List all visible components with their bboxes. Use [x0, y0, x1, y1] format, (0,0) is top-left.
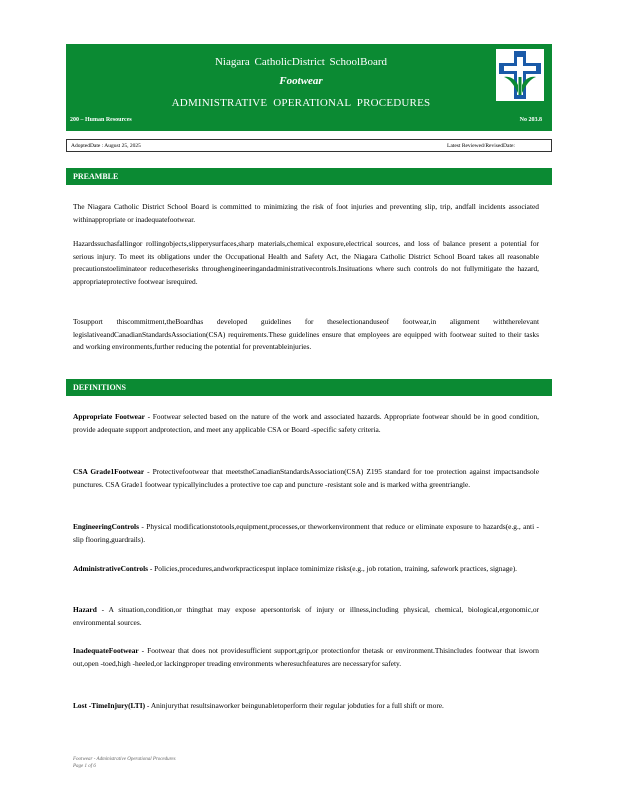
definition-appropriate-footwear: [73, 411, 539, 436]
definition-engineering-controls: [73, 521, 539, 546]
preamble-heading: PREAMBLE: [66, 168, 552, 185]
definition-term: CSA Grade1Footwear: [73, 467, 145, 476]
definition-text: - Footwear that does not providesufficient support,grip,or protectionfor thetask or environment.Thisincludes footwear that isworn out,open -toed,high -heeled,or lackingproper treading environments wheresuchfeatures are necessaryfor safety.: [73, 646, 539, 668]
definition-hazard: [73, 604, 539, 629]
definition-inadequate-footwear: [73, 645, 539, 670]
board-logo: [496, 49, 544, 101]
definition-text: - Protectivefootwear that meetstheCanadianStandardsAssociation(CSA) Z195 standard for toe protection against impactsandsole punctures. CSA Grade1 footwear typicallyincludes a protective toe cap and puncture -resistant sole and is marked witha greentriangle.: [73, 467, 539, 489]
preamble-paragraph-1: The Niagara Catholic District School Board is committed to minimizing the risk of foot injuries and preventing slip, trip, andfall incidents associated withinappropriate or inadequatefootwear.: [73, 202, 539, 224]
definition-csa-grade1-footwear: [73, 466, 539, 491]
cross-logo-icon: [496, 49, 544, 101]
page-footer: [73, 756, 176, 770]
preamble-paragraph-2: Hazardssuchasfallingor rollingobjects,slipperysurfaces,sharp materials,chemical exposure,electrical sources, and loss of balance present a potential for serious injury. To meet its obligations under the Occupational Health and Safety Act, the Niagara Catholic District School Board takes all reasonable precautionstoeliminateor reducetheserisks throughengineeringandadministrativecontrols.Insituations where such controls do not fullymitigate the hazard, appropriateprotective footwear isrequired.: [73, 239, 539, 286]
definition-text: - A situation,condition,or thingthat may expose apersontorisk of injury or illness,including physical, chemical, biological,ergonomic,or environmental sources.: [73, 605, 539, 627]
definition-term: Lost -TimeInjury(LTI): [73, 701, 146, 710]
definition-term: InadequateFootwear: [73, 646, 139, 655]
school-board-name: Niagara CatholicDistrict SchoolBoard: [214, 56, 387, 68]
definition-term: AdministrativeControls: [73, 564, 148, 573]
definition-administrative-controls: [73, 563, 539, 576]
document-title: ADMINISTRATIVE OPERATIONAL PROCEDURES: [171, 97, 431, 109]
procedure-subject: Footwear: [279, 75, 323, 87]
definition-text: - Aninjurythat resultsinaworker beingunabletoperform their regular jobduties for a full shift or more.: [145, 701, 444, 710]
definition-text: - Footwear selected based on the nature of the work and associated hazards. Appropriate footwear should be in good condition, provide adequate support andprotection, and meet any applicable CSA or Board -specific safety criteria.: [73, 412, 540, 434]
adopted-date: AdoptedDate : August 25, 2025: [71, 143, 141, 149]
definition-term: Hazard: [73, 605, 97, 614]
revised-date: Latest Reviewed/RevisedDate:: [447, 143, 515, 149]
date-row: [66, 139, 552, 152]
definition-term: Appropriate Footwear: [73, 412, 145, 421]
footer-page-number: Page 1 of 6: [73, 764, 96, 769]
department-label: 200 – Human Resources: [70, 117, 132, 123]
definition-term: EngineeringControls: [73, 522, 139, 531]
footer-document-name: Footwear - Administrative Operational Procedures: [73, 757, 176, 762]
definitions-heading: DEFINITIONS: [66, 379, 552, 396]
definition-text: - Policies,procedures,andworkpracticesput inplace tominimize risks(e.g., job rotation, training, safework practices, signage).: [148, 564, 518, 573]
definition-text: - Physical modificationstotools,equipment,processes,or theworkenvironment that reduce or eliminate exposure to hazards(e.g., anti -slip flooring,guardrails).: [73, 522, 539, 544]
definition-lost-time-injury: [73, 700, 539, 713]
preamble-paragraph-3: Tosupport thiscommitment,theBoardhas developed guidelines for theselectionanduseof footwear,in alignment withtherelevant legislativeandCanadianStandardsAssociation(CSA) requirements.These guidelines ensure that employees are equipped with footwear suited to their tasks and working environments,further reducing the potential for preventableinjuries.: [73, 317, 539, 352]
procedure-number: No 203.8: [519, 117, 542, 123]
document-header: [66, 44, 552, 131]
